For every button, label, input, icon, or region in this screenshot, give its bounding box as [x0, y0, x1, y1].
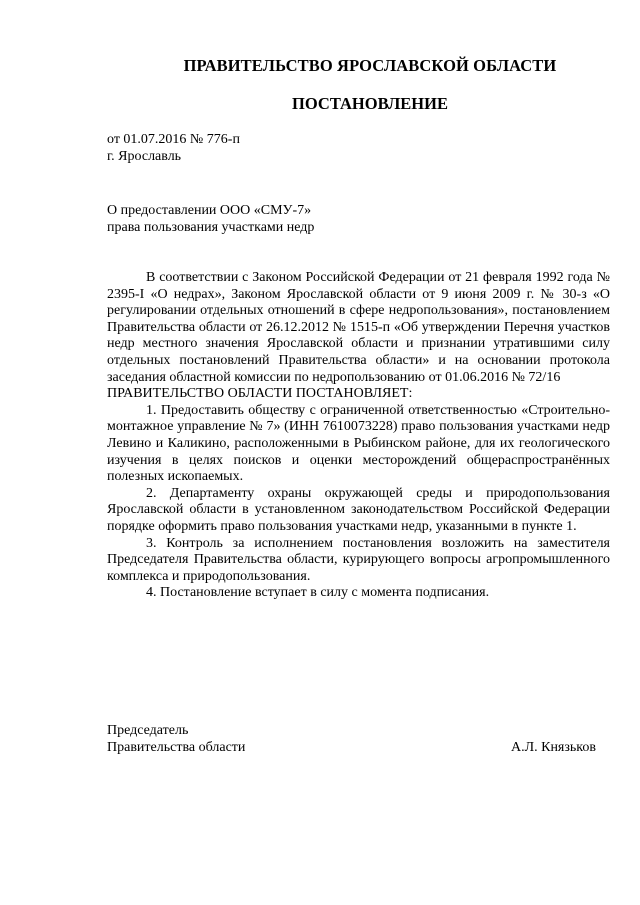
subject-line-1: О предоставлении ООО «СМУ-7» [107, 203, 312, 218]
document-body [107, 270, 610, 602]
signatory-name: А.Л. Князьков [511, 739, 596, 755]
date-number: от 01.07.2016 № 776-п [107, 132, 240, 147]
resolves-line: ПРАВИТЕЛЬСТВО ОБЛАСТИ ПОСТАНОВЛЯЕТ: [107, 386, 413, 402]
signatory-title-line-1: Председатель [107, 723, 189, 738]
government-header: ПРАВИТЕЛЬСТВО ЯРОСЛАВСКОЙ ОБЛАСТИ [183, 56, 557, 75]
subject-line-2: права пользования участками недр [107, 219, 315, 235]
preamble-paragraph: В соответствии с Законом Российской Федерации от 21 февраля 1992 года № 2395-I «О недрах», Законом Ярославской области от 9 июня 2009 г. № 30-з «О регулировании отдельных отношений в сфере недропользования», постановлением Правительства области от 26.12.2012 № 1515-п «Об утверждении Перечня участков недр местного значения Ярославской области и признании утратившими силу отдельных постановлений Правительства области» и на основании протокола заседания областной комиссии по недропользованию от 01.06.2016 № 72/16 [107, 270, 610, 385]
item-2-paragraph: 2. Департаменту охраны окружающей среды и природопользования Ярославской области в установленном законодательством Российской Федерации порядке оформить право пользования участками недр, указанными в пункте 1. [107, 485, 610, 534]
document-subject [107, 203, 314, 236]
document-meta [107, 132, 240, 165]
city: г. Ярославль [107, 148, 182, 164]
signatory-title-line-2: Правительства области [107, 739, 246, 755]
signature-block [107, 723, 610, 756]
item-4-paragraph: 4. Постановление вступает в силу с момента подписания. [146, 585, 490, 601]
signature-row [107, 740, 610, 757]
item-3-paragraph: 3. Контроль за исполнением постановления возложить на заместителя Председателя Правительства области, курирующего вопросы агропромышленного комплекса и природопользования. [107, 535, 610, 584]
item-1-paragraph: 1. Предоставить обществу с ограниченной ответственностью «Строительно-монтажное управление № 7» (ИНН 7610073228) право пользования участками недр Левино и Каликино, расположенными в Рыбинском районе, для их геологического изучения в целях поисков и оценки месторождений общераспространённых полезных ископаемых. [107, 402, 610, 485]
document-type-title: ПОСТАНОВЛЕНИЕ [292, 94, 448, 113]
